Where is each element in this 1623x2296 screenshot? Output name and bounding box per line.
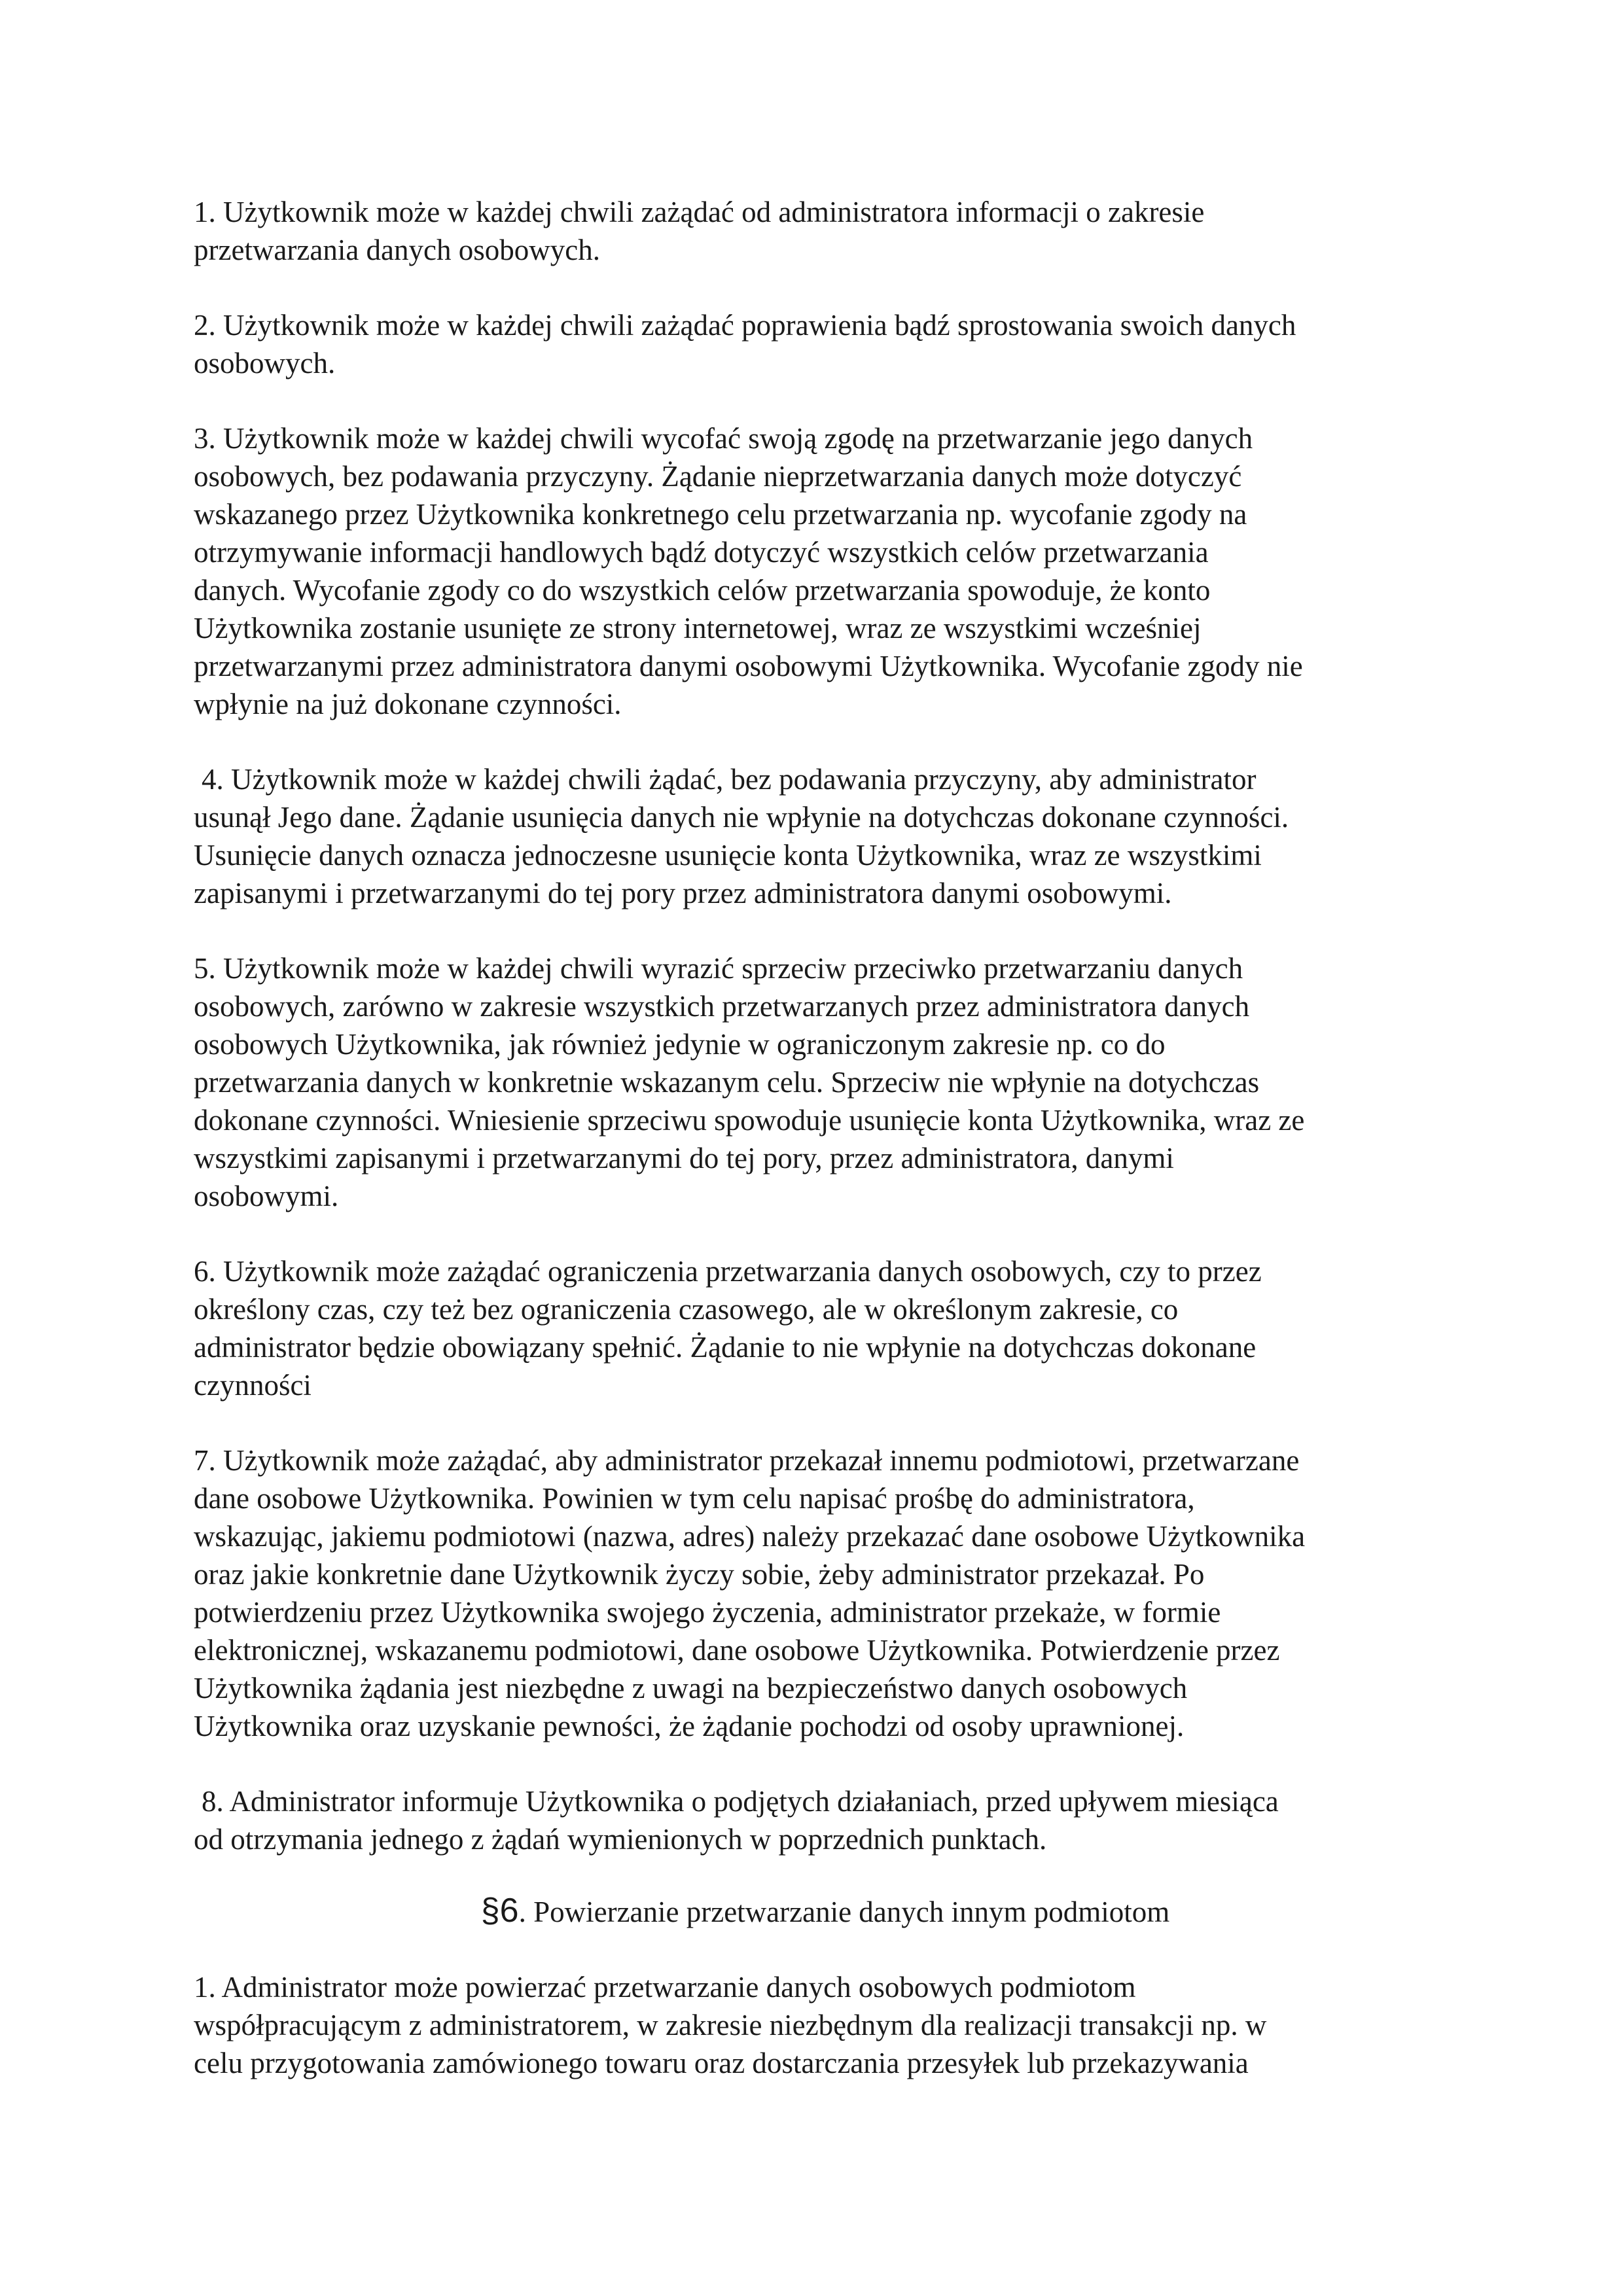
text-line: danych. Wycofanie zgody co do wszystkich celów przetwarzania spowoduje, że konto — [194, 574, 1211, 607]
paragraph — [194, 1782, 1457, 1858]
paragraph — [194, 193, 1457, 269]
text-line: 2. Użytkownik może w każdej chwili zażądać poprawienia bądź sprostowania swoich danych — [194, 309, 1296, 342]
text-line: oraz jakie konkretnie dane Użytkownik życzy sobie, żeby administrator przekazał. Po — [194, 1558, 1205, 1591]
text-line: dane osobowe Użytkownika. Powinien w tym celu napisać prośbę do administratora, — [194, 1482, 1195, 1515]
text-line: 1. Administrator może powierzać przetwarzanie danych osobowych podmiotom — [194, 1971, 1136, 2004]
text-line: wskazanego przez Użytkownika konkretnego celu przetwarzania np. wycofanie zgody na — [194, 498, 1247, 531]
text-line: dokonane czynności. Wniesienie sprzeciwu spowoduje usunięcie konta Użytkownika, wraz ze — [194, 1104, 1305, 1137]
text-line: od otrzymania jednego z żądań wymienionych w poprzednich punktach. — [194, 1823, 1047, 1856]
text-line: elektronicznej, wskazanemu podmiotowi, dane osobowe Użytkownika. Potwierdzenie przez — [194, 1634, 1280, 1667]
section-symbol: §6 — [480, 1892, 519, 1930]
document-page — [194, 193, 1457, 2119]
text-line: potwierdzeniu przez Użytkownika swojego życzenia, administrator przekaże, w formie — [194, 1596, 1221, 1629]
paragraph — [194, 1441, 1457, 1745]
text-line: osobowymi. — [194, 1180, 339, 1212]
text-line: Usunięcie danych oznacza jednoczesne usunięcie konta Użytkownika, wraz ze wszystkimi — [194, 839, 1262, 872]
section-title: . Powierzanie przetwarzanie danych innym podmiotom — [518, 1896, 1170, 1928]
text-line: administrator będzie obowiązany spełnić. Żądanie to nie wpłynie na dotychczas dokonane — [194, 1331, 1257, 1364]
text-line: otrzymywanie informacji handlowych bądź dotyczyć wszystkich celów przetwarzania — [194, 536, 1209, 569]
text-line: przetwarzania danych osobowych. — [194, 234, 600, 266]
paragraph — [194, 1252, 1457, 1404]
text-line: Użytkownika żądania jest niezbędne z uwagi na bezpieczeństwo danych osobowych — [194, 1672, 1188, 1704]
text-line: osobowych, bez podawania przyczyny. Żądanie nieprzetwarzania danych może dotyczyć — [194, 460, 1242, 493]
paragraph — [194, 419, 1457, 723]
text-line: 3. Użytkownik może w każdej chwili wycofać swoją zgodę na przetwarzanie jego danych — [194, 422, 1253, 455]
text-line: Użytkownika oraz uzyskanie pewności, że żądanie pochodzi od osoby uprawnionej. — [194, 1710, 1185, 1742]
paragraph — [194, 1968, 1457, 2082]
text-line: współpracującym z administratorem, w zakresie niezbędnym dla realizacji transakcji np. w — [194, 2009, 1267, 2041]
text-line: 1. Użytkownik może w każdej chwili zażądać od administratora informacji o zakresie — [194, 196, 1205, 228]
paragraph — [194, 949, 1457, 1215]
text-line: wszystkimi zapisanymi i przetwarzanymi do tej pory, przez administratora, danymi — [194, 1142, 1174, 1174]
text-line: 4. Użytkownik może w każdej chwili żądać, bez podawania przyczyny, aby administrator — [202, 763, 1257, 796]
text-line: Użytkownika zostanie usunięte ze strony internetowej, wraz ze wszystkimi wcześniej — [194, 612, 1202, 645]
text-line: wskazując, jakiemu podmiotowi (nazwa, adres) należy przekazać dane osobowe Użytkownika — [194, 1520, 1306, 1553]
text-line: 8. Administrator informuje Użytkownika o podjętych działaniach, przed upływem miesiąca — [202, 1785, 1279, 1818]
paragraph — [194, 306, 1457, 382]
entrustment-section — [194, 1968, 1457, 2082]
text-line: przetwarzania danych w konkretnie wskazanym celu. Sprzeciw nie wpłynie na dotychczas — [194, 1066, 1260, 1099]
text-line: czynności — [194, 1369, 312, 1402]
rights-section — [194, 193, 1457, 1858]
text-line: celu przygotowania zamówionego towaru oraz dostarczania przesyłek lub przekazywania — [194, 2047, 1249, 2079]
text-line: usunął Jego dane. Żądanie usunięcia danych nie wpłynie na dotychczas dokonane czynności. — [194, 801, 1289, 834]
section-heading — [194, 1892, 1457, 1931]
text-line: osobowych, zarówno w zakresie wszystkich przetwarzanych przez administratora danych — [194, 990, 1250, 1023]
text-line: 6. Użytkownik może zażądać ograniczenia przetwarzania danych osobowych, czy to przez — [194, 1255, 1262, 1288]
text-line: 5. Użytkownik może w każdej chwili wyrazić sprzeciw przeciwko przetwarzaniu danych — [194, 952, 1243, 985]
text-line: zapisanymi i przetwarzanymi do tej pory przez administratora danymi osobowymi. — [194, 877, 1172, 910]
text-line: wpłynie na już dokonane czynności. — [194, 688, 622, 720]
paragraph — [194, 760, 1457, 912]
text-line: osobowych Użytkownika, jak również jedynie w ograniczonym zakresie np. co do — [194, 1028, 1166, 1061]
text-line: przetwarzanymi przez administratora danymi osobowymi Użytkownika. Wycofanie zgody nie — [194, 650, 1303, 682]
text-line: 7. Użytkownik może zażądać, aby administrator przekazał innemu podmiotowi, przetwarzane — [194, 1444, 1300, 1477]
text-line: określony czas, czy też bez ograniczenia czasowego, ale w określonym zakresie, co — [194, 1293, 1179, 1326]
text-line: osobowych. — [194, 347, 336, 380]
